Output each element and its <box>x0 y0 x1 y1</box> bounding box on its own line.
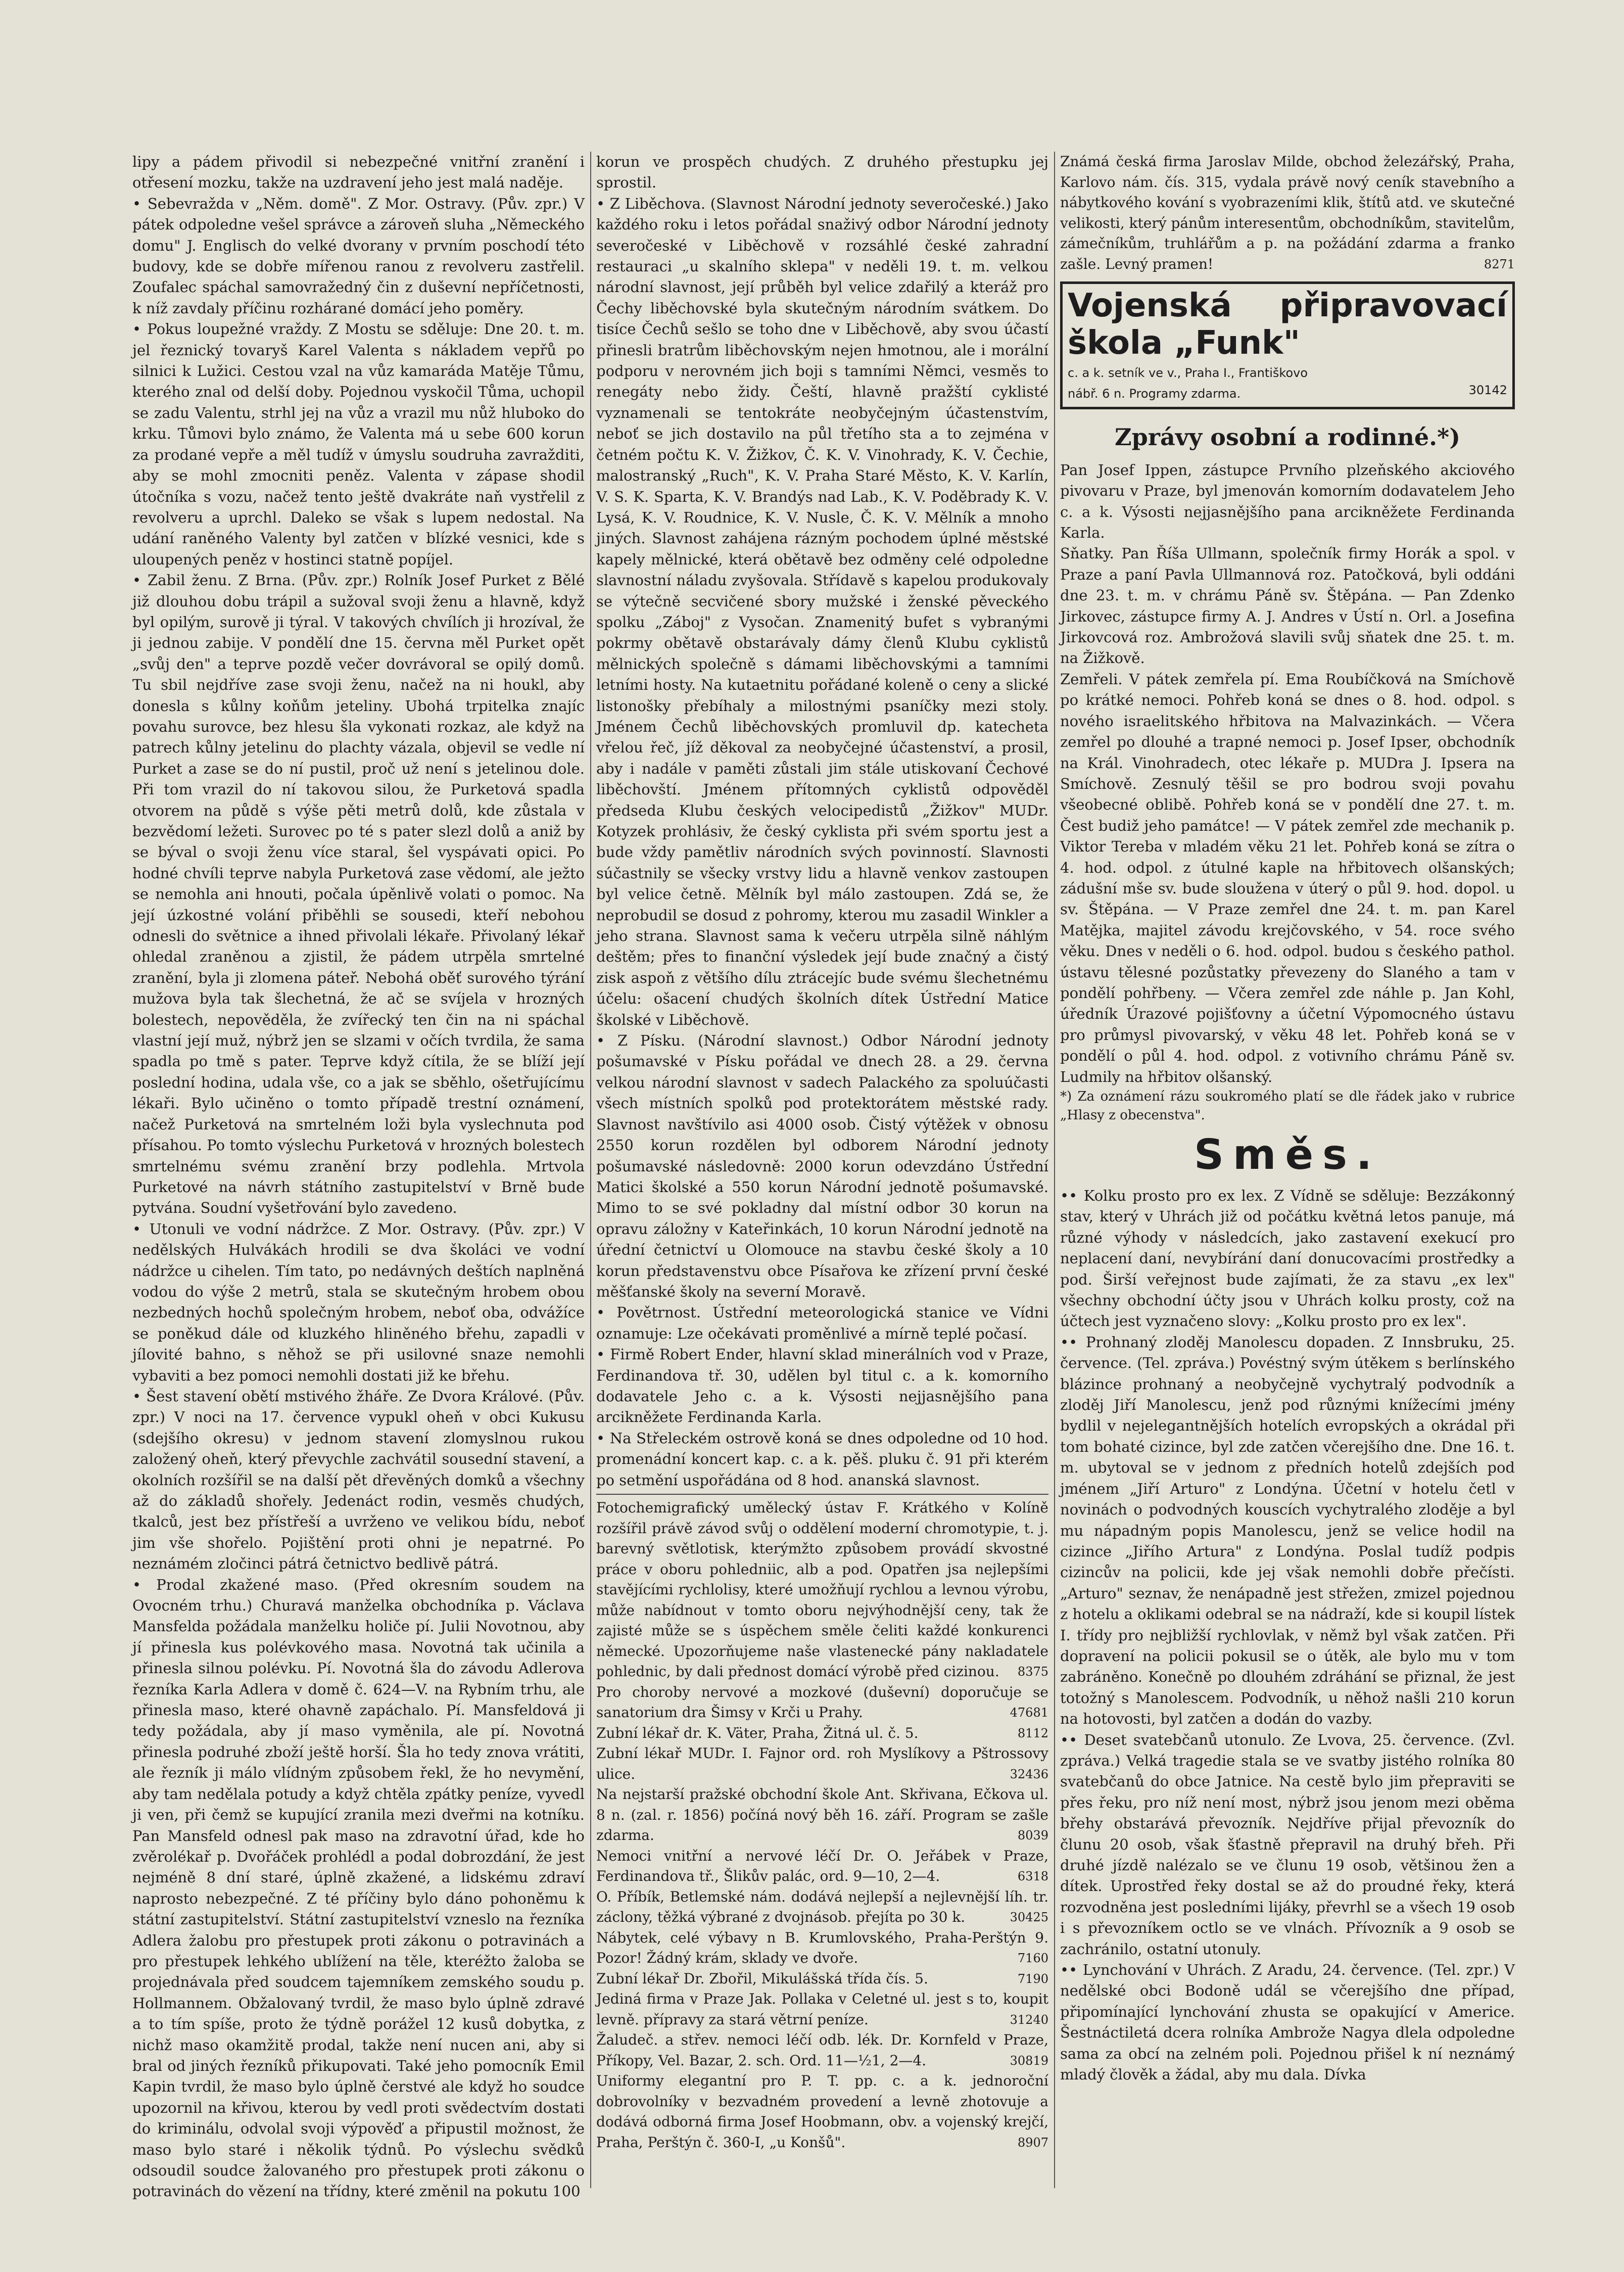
classified-ad <box>596 1928 1048 1969</box>
ad-text: Jediná firma v Praze Jak. Pollaka v Celetné ul. jest s to, koupit levně. přípravy za stará větrní peníze. <box>596 1991 1048 2028</box>
article-paragraph: •• Prohnaný zloděj Manolescu dopaden. Z Innsbruku, 25. července. (Tel. zpráva.) Povéstný svým útěkem s berlínského blázince prohnaný a neobyčejně vychytralý podvodník a zloděj Jiří Manolescu, jenž pod různými knížecími jmény bydlil v nejelegantnějších hotelích evropských a okrádal při tom bohaté cizince, byl zde zatčen včerejšího dne. Dne 16. t. m. ubytoval se v jednom z předních hotelů zdejších pod jménem „Jiří Arturo" z Londýna. Účetní v hotelu četl v novinách o podvodných kouscích vychytralého zloděje a byl mu nápadným popis Manolescu, jenž se velice hodil na cizince „Jiřího Artura" z Londýna. Poslal tudíž podpis cizincův na policii, kde jej však nemohli dobře přečísti. „Arturo" seznav, že nenápadně jest střežen, zmizel pojednou z hotelu a oklikami odebral se na nádraží, kde si koupil lístek I. třídy pro nejbližší rychlovlak, v němž byl však zatčen. Při dopravení na policii pokusil se o útěk, ale bylo mu v tom zabráněno. Konečně po dlouhém zdráhání se přiznal, že jest totožný s Manolescem. Podvodník, u něhož našli 210 korun na hotovosti, byl zatčen a dodán do vazby. <box>1060 1333 1515 1728</box>
ad-text: Zubní lékař MUDr. I. Fajnor ord. roh Myslíkovy a Pštrossovy ulice. <box>596 1745 1048 1782</box>
article-paragraph: • Firmě Robert Ender, hlavní sklad minerálních vod v Praze, Ferdinandova tř. 30, udělen byl titul c. a k. komorního dodavatele Jeho c. a k. Výsosti nejjasnějšího pana arcikněžete Ferdinanda Karla. <box>596 1346 1048 1426</box>
ad-number: 8375 <box>1017 1665 1048 1679</box>
article-paragraph: • Utonuli ve vodní nádržce. Z Mor. Ostravy. (Pův. zpr.) V nedělských Hulvákách hrodili se dva školáci ve vodní nádržce u cihelen. Tím tato, po nedávných deštích naplněná vodou do výše 2 metrů, stala se skutečným hrobem obou nezbedných hochů společným hrobem, neboť oba, odvážíce se poněkud dále od kluzkého hliněného břehu, zapadli v jílovité bahno, s něhož se při usilovné snaze nemohli vybaviti a bez pomoci nemohli dostati již ke břehu. <box>132 1220 585 1384</box>
article-paragraph: Zemřeli. V pátek zemřela pí. Ema Roubíčková na Smíchově po krátké nemoci. Pohřeb koná se dnes o 8. hod. odpol. s nového israelitského hřbitova na Malvazinkách. — Včera zemřel po dlouhé a trapné nemoci p. Josef Ipser, obchodník na Král. Vinohradech, otec lékaře p. MUDra J. Ipsera na Smíchově. Zesnulý těšil se pro bodrou svoji povahu všeobecné oblibě. Pohřeb koná se v pondělí dne 27. t. m. Čest budiž jeho památce! — V pátek zemřel zde mechanik p. Viktor Tereba v mladém věku 21 let. Pohřeb koná se zítra o 4. hod. odpol. z útulné kaple na hřbitovech olšanských; zádušní mše sv. bude sloužena v úterý o půl 9. hod. dopol. u sv. Štěpána. — V Praze zemřel dne 24. t. m. pan Karel Matějka, majitel závodu krejčovského, v 54. roce svého věku. Dnes v neděli o 6. hod. odpol. budou s českého pathol. ústavu tělesné pozůstatky převezeny do Slaného a tam v pondělí pohřbeny. — Včera zemřel zde náhle p. Jan Kohl, úředník Úrazové pojišťovny a účetní Výpomocného ústavu pro průmysl pivovarský, v věku 48 let. Pohřeb koná se v pondělí o půl 4. hod. odpol. z votivního chrámu Páně sv. Ludmily na hřbitov olšanský. <box>1060 670 1515 1085</box>
classified-ad <box>596 1989 1048 2030</box>
ad-line: nábř. 6 n. Programy zdarma. <box>1068 387 1241 401</box>
classified-ad <box>596 1784 1048 1846</box>
ad-headline: Vojenská připravovací škola „Funk" <box>1068 287 1507 362</box>
classified-ad <box>596 1846 1048 1887</box>
column-1 <box>132 152 585 2202</box>
ad-number: 8112 <box>1017 1726 1048 1740</box>
ad-text: Nábytek, celé výbavy n B. Krumlovského, Praha-Perštýn 9. Pozor! Žádný krám, sklady ve dvoře. <box>596 1929 1048 1966</box>
classified-ad <box>596 1498 1048 1682</box>
classified-ad <box>596 2030 1048 2071</box>
article-paragraph: •• Kolku prosto pro ex lex. Z Vídně se sděluje: Bezzákonný stav, který v Uhrách již od počátku květná letos panuje, má různé výhody v následcích, jako zastavení exekucí pro neplacení daní, nevybírání daní donucovacími prostředky a pod. Širší veřejnost bude zajímati, že za stavu „ex lex" všechny obchodní účty jsou v Uhrách kolku prosty, což na účtech jest vyznačeno slovy: „Kolku prosto pro ex lex". <box>1060 1187 1515 1330</box>
article-paragraph: korun ve prospěch chudých. Z druhého přestupku jej sprostil. <box>596 153 1048 192</box>
footnote: *) Za oznámení rázu soukromého platí se dle řádek jako v rubrice „Hlasy z obecenstva". <box>1060 1089 1515 1123</box>
ad-number: 30819 <box>1010 2053 1048 2068</box>
ad-number: 8039 <box>1017 1828 1048 1842</box>
article-paragraph: • Prodal zkažené maso. (Před okresním soudem na Ovocném trhu.) Churavá manželka obchodníka p. Václava Mansfelda požádala manželku holiče pí. Julii Novotnou, aby jí přinesla kus polévkového masa. Novotná tak učinila a přinesla silnou polévku. Pí. Novotná šla do závodu Adlerova řezníka Karla Adlera v domě č. 624—V. na Rybním trhu, ale přinesla maso, které ohavně zapáchalo. Pí. Mansfeldová ji tedy požádala, aby jí maso vyměnila, ale pí. Novotná přinesla podruhé zboží ještě horší. Šla ho tedy znova vrátiti, ale řezník ji málo vlídným způsobem řekl, že ho nevymění, aby tam nedělala potudy a když chtěla zpátky peníze, vyvedl ji ven, při čemž se kupující zranila mezi dveřmi na kotníku. Pan Mansfeld odnesl pak maso na zdravotní úřad, kde ho zvěrolékař p. Dvořáček prohlédl a podal dobrozdání, že jest nejméně 8 dní staré, úplně zkažené, a lidskému zdraví naprosto nebezpečné. Z té příčiny bylo dáno pohoněmu k státní zastupitelství. Státní zastupitelství vzneslo na řezníka Adlera žalobu pro přestupek proti zákonu o potravinách a pro přestupek lehkého ublížení na těle, kteréžto žaloba se projednávala před soudcem tajemníkem zemského soudu p. Hollmannem. Obžalovaný tvrdil, že maso bylo úplně zdravé a to tím spíše, proto že týdně porážel 12 kusů dobytka, z nichž maso okamžitě prodal, takže není nucen ani, aby si bral od jiných řezníků přikupovati. Také jeho pomocník Emil Kapin tvrdil, že maso bylo úplně čerstvé ale když ho soudce upozornil na křivou, kterou by vedl proti svědectvím dostati do kriminálu, odvolal svoji výpověď a připustil možnost, že maso bylo staré i několik týdnů. Po výslechu svědků odsoudil soudce žalovaného pro přestupek proti zákonu o potravinách do vězení na třídny, které změnil na pokutu 100 <box>132 1576 585 2200</box>
ad-text: Pro choroby nervové a mozkové (duševní) doporučuje se sanatorium dra Šimsy v Krči u Prahy. <box>596 1683 1048 1721</box>
column-3 <box>1060 152 1515 2085</box>
article-paragraph: • Z Písku. (Národní slavnost.) Odbor Národní jednoty pošumavské v Písku pořádal ve dnech 28. a 29. června velkou národní slavnost v sadech Palackého za spoluúčasti všech místních spolků pod protektorátem městské rady. Slavnost navštívilo asi 4000 osob. Čistý výtěžek v obnosu 2550 korun rozdělen byl odborem Národní jednoty pošumavské následovně: 2000 korun odevzdáno Ústřední Matici školské a 550 korun Národní jednotě pošumavské. Mimo to se své pokladny dal místní odbor 30 korun na opravu záložny v Kateřinkách, 10 korun Národní jednotě na úřední četnictví u Olomouce na stavbu české školy a 10 korun představenstvu obce Písařova ke zřízení první české měšťanské školy na severní Moravě. <box>596 1032 1048 1300</box>
boxed-advertisement <box>1060 281 1515 409</box>
article-paragraph: •• Lynchování v Uhrách. Z Aradu, 24. července. (Tel. zpr.) V nedělské obci Bodoně udál se včerejšího dne případ, připomínající lynchování zhusta se opakující v Americe. Šestnáctiletá dcera rolníka Ambrože Nagya dlela odpoledne sama za obcí na zelném poli. Pojednou přišel k ní neznámý mladý člověk a žádal, aby mu dala. Dívka <box>1060 1961 1515 2084</box>
column-2 <box>596 152 1048 2153</box>
ad-number: 30142 <box>1468 383 1507 398</box>
ads-divider <box>596 1494 1048 1495</box>
section-title: Směs. <box>1193 1131 1381 1179</box>
column-divider <box>590 152 591 2188</box>
ad-text: Fotochemigrafický umělecký ústav F. Krátkého v Kolíně rozšířil právě závod svůj o oddělení moderní chromotypie, t. j. barevný světlotisk, kterýmžto způsobem provádí skvostné práce v oboru pohledniic, alb a pod. Opatřen jsa nejlepšími stavějícími rychlolisy, které umožňují rychlou a levnou výrobu, může nabídnout v tomto oboru nejvýhodnější ceny, tak že zajisté může se s úspěchem směle čeliti každé konkurenci německé. Upozorňujeme naše vlastenecké pány nakladatele pohlednic, by dali přednost domácí výrobě před cizinou. <box>596 1499 1048 1680</box>
ad-number: 8271 <box>1484 257 1515 271</box>
section-title: Zprávy osobní a rodinné.*) <box>1115 423 1460 451</box>
ad-text: Známá česká firma Jaroslav Milde, obchod železářský, Praha, Karlovo nám. čís. 315, vydala právě nový ceník stavebního a nábytkového kování s vyobrazeními klik, štítů atd. ve skutečné velikosti, který pánům interesentům, obchodníkům, stavitelům, zámečníkům, truhlářům a p. na požádání zdarma a franko zašle. Levný pramen! <box>1060 153 1515 272</box>
ad-number: 6318 <box>1017 1869 1048 1883</box>
classified-ad <box>596 2071 1048 2153</box>
ad-text: O. Příbík, Betlemské nám. dodává nejlepší a nejlevnější líh. tr. záclony, těžká výbrané z dvojnásob. přejíta po 30 k. <box>596 1888 1048 1925</box>
ad-number: 30425 <box>1010 1910 1048 1924</box>
ad-text: Zubní lékař Dr. Zbořil, Mikulášská třída čís. 5. <box>596 1970 928 1987</box>
ad-number: 47681 <box>1010 1706 1048 1720</box>
article-paragraph: • Povětrnost. Ústřední meteorologická stanice ve Vídni oznamuje: Lze očekávati proměnlivé a mírně teplé počasí. <box>596 1304 1048 1342</box>
classified-ad <box>596 1969 1048 1990</box>
ad-text: Na nejstarší pražské obchodní škole Ant. Skřivana, Ečkova ul. 8 n. (zal. r. 1856) počíná nový běh 16. září. Program se zašle zdarma. <box>596 1786 1048 1843</box>
article-paragraph: • Zabil ženu. Z Brna. (Pův. zpr.) Rolník Josef Purket z Bělé již dlouhou dobu trápil a sužoval svoji ženu a hlavně, když byl opilým, surově ji týral. V takových chvílích ji hrozíval, že ji jednou zabije. V pondělí dne 15. června měl Purket opět „svůj den" a teprve pozdě večer dovrávoral se opilý domů. Tu sbil nejdříve zase svoji ženu, načež na ni houkl, aby donesla s kůlny koňům jeteliny. Ubohá trpitelka znajíc povahu surovce, bez hlesu šla vykonati rozkaz, ale když na patrech kůlny jetelinu do plachty vázala, objevil se vedle ní Purket a zase se do ní pustil, proč už není s jetelinou dole. Při tom vrazil do ní takovou silou, že Purketová spadla otvorem na půdě s výše pěti metrů dolů, kde zůstala v bezvědomí ležeti. Surovec po té s pater slezl dolů a aniž by se býval o svoji ženu více staral, šel vyspávati opici. Po hodné chvíli teprve nabyla Purketová zase vědomí, ale ježto se nemohla ani hnouti, počala úpěnlivě volati o pomoc. Na její úzkostné volání přiběhli se sousedi, kteří nebohou odnesli do světnice a ihned přivolali lékaře. Přivolaný lékař ohledal zraněnou a zjistil, že pádem utrpěla smrtelné zranění, byla ji zlomena páteř. Nebohá oběť surového týrání mužova byla tak šlechetná, že ač se svíjela v hrozných bolestech, nepověděla, že zvířecký ten čin na ni spáchal vlastní její muž, nýbrž jen se slzami v očích tvrdila, že sama spadla po tmě s pater. Teprve když cítila, že se blíží její poslední hodina, udala vše, co a jak se sběhlo, ošetřujícímu lékaři. Bylo učiněno o tomto případě trestní oznámení, načež Purketová na smrtelném loži byla vyslechnuta pod přísahou. Po tomto výslechu Purketová v hrozných bolestech smrtelnému svému zranění brzy podlehla. Mrtvola Purketové na návrh státního zastupitelství v Brně bude pytvána. Soudní vyšetřování bylo zavedeno. <box>132 572 585 1217</box>
column-divider <box>1054 152 1055 2188</box>
article-paragraph: • Sebevražda v „Něm. domě". Z Mor. Ostravy. (Pův. zpr.) V pátek odpoledne vešel správce a zároveň sluha „Německého domu" J. Englisch do velké dvorany v prvním poschodí této budovy, kde se dobře mířenou ranou z revolveru zastřelil. Zoufalec spáchal samovražedný čin z duševní nepříčetnosti, k níž zavdaly příčinu rozhárané domácí jeho poměry. <box>132 195 585 317</box>
article-paragraph: Pan Josef Ippen, zástupce Prvního plzeňského akciového pivovaru v Praze, byl jmenován komorním dodavatelem Jeho c. a k. Výsosti nejjasnějšího pana arcikněžete Ferdinanda Karla. <box>1060 461 1515 542</box>
article-paragraph: •• Deset svatebčanů utonulo. Ze Lvova, 25. července. (Zvl. zpráva.) Velká tragedie stala se ve svatby jistého rolníka 80 svatebčanů do obce Jatnice. Na cestě bylo jim přepraviti se přes řeku, pro níž není most, nýbrž jsou jenom mezi oběma břehy obstarává převozník. Nejdříve přijal převozník do člunu 20 osob, však šťastně přepravil na druhý břeh. Při druhé jízdě nalézalo se ve člunu 19 osob, většinou žen a dítek. Uprostřed řeky dostal se až do proudné řeky, která rozvodněna jest posledními lijáky, převrhl se a všech 19 osob i s převozníkem octlo se ve vlnách. Přívozník a 9 osob se zachránilo, ostatní utonuly. <box>1060 1731 1515 1958</box>
article-paragraph: Sňatky. Pan Říša Ullmann, společník firmy Horák a spol. v Praze a paní Pavla Ullmannová roz. Patočková, byli oddáni dne 23. t. m. v chrámu Páně sv. Štěpána. — Pan Zdenko Jirkovec, zástupce firmy A. J. Andres v Ústí n. Orl. a Josefina Jirkovcová roz. Ambrožová slavili svůj sňatek dne 25. t. m. na Žižkově. <box>1060 545 1515 667</box>
ad-side-text: c. a k. setník ve v., Praha I., Františkovo <box>1068 366 1308 380</box>
ad-text: Zubní lékař dr. K. Väter, Praha, Žitná ul. č. 5. <box>596 1724 919 1741</box>
classified-ad <box>596 1887 1048 1928</box>
article-paragraph: lipy a pádem přivodil si nebezpečné vnitřní zranění i otřesení mozku, takže na uzdravení jeho jest malá naděje. <box>132 153 585 192</box>
ad-number: 32436 <box>1010 1767 1048 1781</box>
ad-number: 31240 <box>1010 2012 1048 2027</box>
ad-number: 8907 <box>1017 2135 1048 2150</box>
classified-ad <box>596 1723 1048 1744</box>
article-paragraph: • Pokus loupežné vraždy. Z Mostu se sděluje: Dne 20. t. m. jel řeznický tovaryš Karel Valenta s nákladem vepřů po silnici k Lužici. Cestou vzal na vůz kamaráda Matěje Tůmu, kterého znal od delší doby. Pojednou vyskočil Tůma, uchopil se zadu Valentu, strhl jej na vůz a vrazil mu nůž hluboko do krku. Tůmovi bylo známo, že Valenta má u sebe 600 korun za prodané vepře a měl tudíž v úmyslu soudruha zavražditi, aby se mohl zmocniti peněz. Valenta v zápase shodil útočníka s vozu, načež tento ještě dvakráte naň vystřelil z revolveru a uprchl. Daleko se však s lupem nedostal. Na udání raněného Valenty byl zatčen v blízké vesnici, kde s uloupených peněz v hostinci statně popíjel. <box>132 320 585 568</box>
ad-text: Uniformy elegantní pro P. T. pp. c. a k. jednoroční dobrovolníky v bezvadném provedení a levně zhotovuje a dodává odborná firma Josef Hoobmann, obv. a vojenský krejčí, Praha, Perštýn č. 360-I, „u Konšů". <box>596 2072 1048 2151</box>
ad-number: 7190 <box>1017 1971 1048 1986</box>
classified-ad <box>596 1682 1048 1723</box>
classified-ad <box>1060 152 1515 274</box>
ad-text: Nemoci vnitřní a nervové léčí Dr. O. Jeřábek v Praze, Ferdinandova tř., Šlikův palác, ord. 9—10, 2—4. <box>596 1847 1048 1884</box>
classified-ad <box>596 1743 1048 1784</box>
ad-text: Žaludeč. a střev. nemoci léčí odb. lék. Dr. Kornfeld v Praze, Příkopy, Vel. Bazar, 2. sch. Ord. 11—½1, 2—4. <box>596 2031 1048 2069</box>
article-paragraph: • Z Liběchova. (Slavnost Národní jednoty severočeské.) Jako každého roku i letos pořádal snaživý odbor Národní jednoty severočeské v Liběchově v rozsáhlé české zahradní restauraci „u skalního sklepa" v neděli 19. t. m. velkou národní slavnost, její průběh byl velice zdařilý a kteráž pro Čechy liběchovské byla skutečným národním svátkem. Do tisíce Čechů sešlo se toho dne v Liběchově, aby svou účastí přinesli bratrům liběchovským nejen hmotnou, ale i morální podporu v nerovném jich boji s tamními Němci, vesměs to renegáty nebo židy. Čeští, hlavně pražští cyklisté vyznamenali se tentokráte neobyčejným účastenstvím, neboť se jich dostavilo na půl třetího sta a to zejména v četném počtu K. V. Žižkov, Č. K. V. Vinohrady, K. V. Čechie, malostranský „Ruch", K. V. Praha Staré Město, K. V. Karlín, V. S. K. Sparta, K. V. Brandýs nad Lab., K. V. Poděbrady K. V. Lysá, K. V. Roudnice, K. V. Nusle, Č. K. V. Mělník a mnoho jiných. Slavnost zahájena rázným pochodem úplné městské kapely mělnické, která obětavě bez odměny celé odpoledne slavnostní náladu zvyšovala. Střídavě s kapelou produkovaly se výtečně secvičené sbory mužské i ženské pěveckého spolku „Záboj" z Vysočan. Znamenitý bufet s vybranými pokrmy obětavě obstarávaly dámy členů Klubu cyklistů mělnických společně s dámami liběchovskými a tamními letními hosty. Na kutaetnitu pořádané koleně o ceny a slické listonošky přebíhaly a milostnými psaníčky mezi stoly. Jménem Čechů liběchovských promluvil dp. katecheta vřelou řeč, jíž děkoval za neobyčejné účastenství, a prosil, aby i nadále v paměti zůstali jim stále utiskovaní Čechové liběchovští. Jménem přítomných cyklistů odpověděl předseda Klubu českých velocipedistů „Žižkov" MUDr. Kotyzek prohlásiv, že český cyklista při svém sportu jest a bude vždy pamětliv národních svých povinností. Slavnosti súčastnily se všecky vrstvy lidu a hlavně venkov zastoupen byl velice četně. Mělník byl málo zastoupen. Zdá se, že neprobudil se dosud z pohromy, kterou mu zasadil Winkler a jeho strana. Slavnost sama k večeru utrpěla silně náhlým deštěm; přes to finanční výsledek její bude značný a čistý zisk aspoň z většího dílu ztrácejíc bude svému šlechetnému účelu: ošacení chudých školních dítek Ústřední Matice školské v Liběchově. <box>596 195 1048 1028</box>
article-paragraph: • Na Střeleckém ostrově koná se dnes odpoledne od 10 hod. promenádní koncert kap. c. a k. pěš. pluku č. 91 při kterém po setmění uspořádána od 8 hod. ananská slavnost. <box>596 1429 1048 1489</box>
ad-number: 7160 <box>1017 1951 1048 1965</box>
article-paragraph: • Šest stavení obětí mstivého žháře. Ze Dvora Králové. (Pův. zpr.) V noci na 17. července vypukl oheň v obci Kukusu (sdejšího okresu) v jednom stavení zlomyslnou rukou založený oheň, který převychle zachvátil sousední stavení, a okolních rozšířil se na další pět dřevěných domků a všechny až do základů shořely. Jedenáct rodin, vesměs chudých, tkalců, jest bez přístřeší a uvrženo ve velikou bídu, neboť jim vše shořelo. Pojištění proti ohni je nepatrné. Po neznámém zločinci pátrá četnictvo bedlivě pátrá. <box>132 1387 585 1573</box>
